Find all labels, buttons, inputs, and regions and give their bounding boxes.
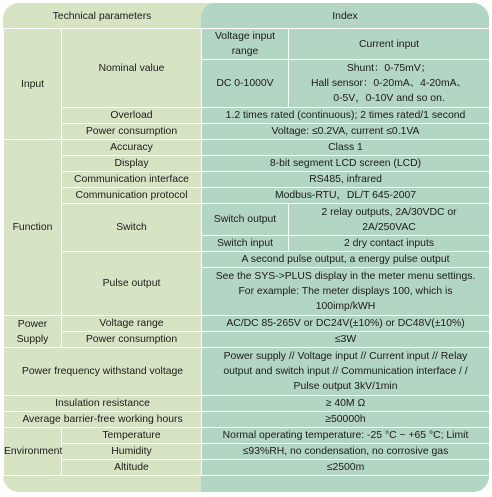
altitude-label: Altitude <box>62 460 202 476</box>
comm-protocol-value: Modbus-RTU，DL/T 645-2007 <box>202 188 490 204</box>
withstand-line-1: Power supply // Voltage input // Current input // Relay <box>223 351 468 362</box>
table-row <box>4 444 490 460</box>
pulse-detail-line-2: For example: The meter displays 100, which is <box>238 286 453 297</box>
voltage-range-head: Voltage input range <box>202 29 289 60</box>
current-line-1: Shunt：0-75mV； <box>346 63 432 74</box>
table-row <box>4 316 490 332</box>
table-row <box>4 412 490 428</box>
overload-value: 1.2 times rated (continuous); 2 times rated/1 second <box>202 108 490 124</box>
pulse-output-line-1: A second pulse output, a energy pulse output <box>202 252 490 268</box>
pulse-detail-line-3: 100imp/kWH <box>315 301 376 312</box>
voltage-input-value: DC 0-1000V <box>202 60 289 108</box>
table-row <box>4 332 490 348</box>
nominal-value-label: Nominal value <box>62 29 202 108</box>
header-index: Index <box>332 11 358 22</box>
table-row <box>4 108 490 124</box>
group-power-supply: Power Supply <box>4 316 62 348</box>
header-parameters: Technical parameters <box>52 11 152 22</box>
supply-voltage-value: AC/DC 85-265V or DC24V(±10%) or DC48V(±10%) <box>202 316 490 332</box>
insulation-label: Insulation resistance <box>4 396 202 412</box>
switch-output-line-1: 2 relay outputs, 2A/30VDC or <box>321 206 457 218</box>
table-row <box>4 428 490 444</box>
withstand-label: Power frequency withstand voltage <box>4 348 202 396</box>
temperature-value: Normal operating temperature: -25 °C ~ +65 °C; Limit <box>202 428 490 444</box>
withstand-line-3: Pulse output 3kV/1min <box>293 381 398 392</box>
current-line-3: 0-5V，0-10V and so on. <box>333 93 445 104</box>
supply-voltage-label: Voltage range <box>62 316 202 332</box>
table-row <box>4 124 490 140</box>
comm-interface-label: Communication interface <box>62 172 202 188</box>
pulse-output-label: Pulse output <box>62 252 202 316</box>
withstand-value <box>202 348 490 396</box>
mtbf-label: Average barrier-free working hours <box>4 412 202 428</box>
input-power-value: Voltage: ≤0.2VA, current ≤0.1VA <box>202 124 490 140</box>
humidity-label: Humidity <box>62 444 202 460</box>
table-row <box>4 172 490 188</box>
table-row <box>4 140 490 156</box>
overload-label: Overload <box>62 108 202 124</box>
supply-consumption-value: ≤3W <box>202 332 490 348</box>
mtbf-value: ≥50000h <box>202 412 490 428</box>
switch-input-value: 2 dry contact inputs <box>289 236 490 252</box>
spec-card <box>3 3 489 492</box>
temperature-label: Temperature <box>62 428 202 444</box>
table-row <box>4 460 490 476</box>
switch-label: Switch <box>62 204 202 252</box>
pulse-detail-line-1: See the SYS->PLUS display in the meter menu settings. <box>215 271 476 282</box>
table-row <box>4 29 490 60</box>
group-environment: Environment <box>4 428 62 476</box>
comm-interface-value: RS485, infrared <box>202 172 490 188</box>
current-input-head: Current input <box>289 29 490 60</box>
supply-consumption-label: Power consumption <box>62 332 202 348</box>
table-row <box>4 204 490 236</box>
accuracy-label: Accuracy <box>62 140 202 156</box>
spec-table <box>3 28 489 476</box>
current-input-value <box>289 60 490 108</box>
table-row <box>4 188 490 204</box>
comm-protocol-label: Communication protocol <box>62 188 202 204</box>
group-function: Function <box>4 140 62 316</box>
switch-output-value <box>289 204 490 236</box>
switch-output-label: Switch output <box>202 204 289 236</box>
table-row <box>4 156 490 172</box>
display-value: 8-bit segment LCD screen (LCD) <box>202 156 490 172</box>
withstand-line-2: output and switch input // Communication interface / / <box>223 366 468 377</box>
pulse-output-detail <box>202 268 490 316</box>
current-line-2: Hall sensor：0-20mA、4-20mA、 <box>311 78 467 89</box>
input-power-label: Power consumption <box>62 124 202 140</box>
table-row <box>4 396 490 412</box>
switch-output-line-2: 2A/250VAC <box>362 221 416 233</box>
table-row <box>4 252 490 268</box>
display-label: Display <box>62 156 202 172</box>
accuracy-value: Class 1 <box>202 140 490 156</box>
humidity-value: ≤93%RH, no condensation, no corrosive gas <box>202 444 490 460</box>
group-input: Input <box>4 29 62 140</box>
insulation-value: ≥ 40M Ω <box>202 396 490 412</box>
table-row <box>4 348 490 396</box>
altitude-value: ≤2500m <box>202 460 490 476</box>
switch-input-label: Switch input <box>202 236 289 252</box>
